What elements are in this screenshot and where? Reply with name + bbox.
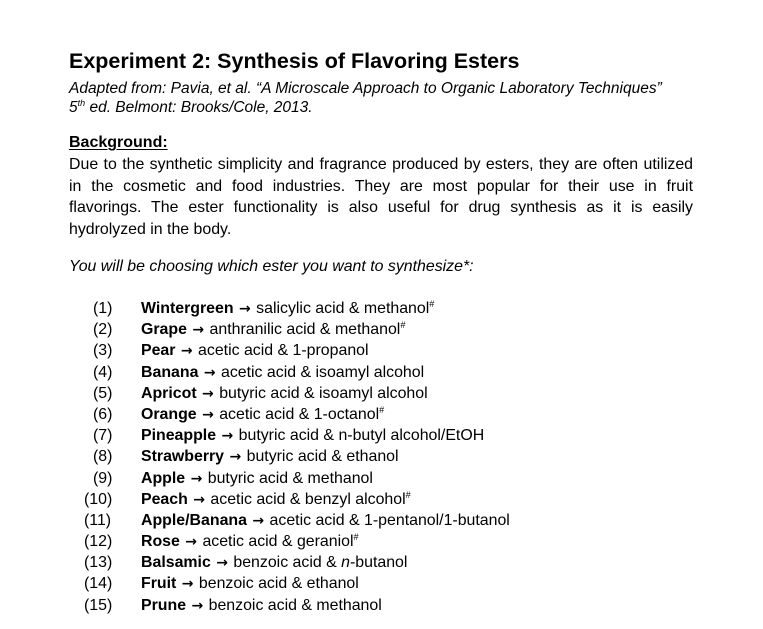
flavor-name: Wintergreen [141, 300, 234, 317]
footnote-mark: # [405, 489, 411, 500]
reagents: acetic acid & 1-pentanol/1-butanol [269, 511, 510, 529]
list-item-entry [141, 404, 384, 426]
footnote-mark: # [379, 404, 385, 415]
list-item-number: (9) [93, 469, 113, 487]
arrow-icon: → [216, 555, 228, 572]
reagent-italic-prefix: n [341, 554, 350, 572]
list-item-entry [141, 531, 359, 553]
reagents: butyric acid & n-butyl alcohol/EtOH [238, 427, 485, 445]
arrow-icon: → [202, 385, 214, 402]
list-item-entry [141, 298, 434, 320]
reagents: butyric acid & methanol [207, 469, 373, 487]
reagents: butyric acid & ethanol [246, 448, 399, 466]
list-item-entry [141, 489, 411, 511]
list-item-entry [141, 340, 369, 362]
flavor-name: Apple [141, 469, 186, 487]
background-paragraph: Due to the synthetic simplicity and fragrance produced by esters, they are often utilized in the cosmetic and food industries. They are most popular for their use in fruit flavorings. The ester functionality is also useful for drug synthesis as it is easily hydrolyzed in the body. [69, 156, 693, 238]
list-item-number: (12) [84, 533, 113, 551]
list-item-entry [141, 552, 407, 574]
reagents: acetic acid & 1-octanol [219, 405, 380, 423]
citation [69, 79, 662, 117]
list-item-entry [141, 573, 359, 595]
list-item-number: (13) [84, 554, 113, 572]
flavor-name: Pineapple [141, 427, 217, 445]
reagents: acetic acid & geraniol [202, 533, 354, 551]
ester-choice-instruction: You will be choosing which ester you want to synthesize*: [69, 258, 474, 275]
arrow-icon: → [192, 322, 205, 339]
flavor-name: Balsamic [141, 554, 211, 572]
list-item-number: (14) [84, 575, 113, 593]
list-item-entry [141, 446, 399, 468]
citation-line-1: Adapted from: Pavia, et al. “A Microscale Approach to Organic Laboratory Techniques” [69, 80, 662, 97]
citation-line-2 [69, 98, 662, 117]
list-item-number: (4) [93, 363, 113, 381]
edition-superscript: th [77, 98, 86, 108]
reagents: acetic acid & 1-propanol [198, 342, 369, 360]
arrow-icon: → [239, 301, 251, 317]
flavor-name: Rose [141, 533, 180, 551]
flavor-name: Pear [141, 342, 176, 360]
list-item-number: (5) [93, 384, 113, 402]
flavor-name: Strawberry [141, 448, 225, 466]
reagents: benzoic acid & ethanol [198, 575, 359, 593]
list-item-number: (7) [93, 427, 113, 445]
arrow-icon: → [193, 491, 205, 508]
flavor-name: Fruit [141, 575, 177, 593]
reagents: benzoic acid & methanol [208, 596, 382, 614]
list-item-number: (3) [93, 342, 113, 360]
list-item-number: (6) [93, 405, 113, 423]
arrow-icon: → [190, 470, 203, 487]
list-item-entry [141, 362, 424, 384]
flavor-name: Peach [141, 490, 188, 508]
list-item-number: (1) [93, 300, 113, 317]
list-item-entry [141, 383, 428, 405]
arrow-icon: → [229, 449, 242, 466]
arrow-icon: → [252, 512, 265, 529]
reagents: butyric acid & isoamyl alcohol [219, 384, 428, 402]
flavor-name: Grape [141, 321, 187, 339]
list-item-entry [141, 468, 373, 490]
flavor-name: Prune [141, 596, 187, 614]
list-item-number: (11) [84, 511, 112, 529]
list-item-entry [141, 425, 484, 447]
experiment-title: Experiment 2: Synthesis of Flavoring Esters [69, 49, 520, 73]
list-item-number: (2) [93, 321, 113, 339]
edition-number: 5 [69, 99, 78, 116]
list-item-entry [141, 595, 382, 617]
list-item-number: (8) [93, 448, 113, 466]
arrow-icon: → [180, 343, 193, 360]
citation-publisher: ed. Belmont: Brooks/Cole, 2013. [85, 99, 313, 116]
list-item-entry [141, 510, 510, 532]
flavor-name: Apricot [141, 384, 197, 402]
arrow-icon: → [181, 576, 194, 593]
list-item-number: (10) [84, 490, 113, 508]
arrow-icon: → [221, 428, 234, 445]
arrow-icon: → [191, 597, 204, 614]
reagents: acetic acid & benzyl alcohol [210, 490, 406, 508]
arrow-icon: → [203, 364, 216, 381]
footnote-mark: # [429, 299, 435, 309]
flavor-name: Apple/Banana [141, 511, 247, 529]
footnote-mark: # [353, 532, 359, 543]
reagents: salicylic acid & methanol [256, 300, 430, 317]
footnote-mark: # [400, 320, 406, 331]
reagents: benzoic acid & n-butanol [233, 554, 408, 572]
reagents: acetic acid & isoamyl alcohol [220, 363, 425, 381]
background-heading: Background: [69, 134, 168, 151]
reagents: anthranilic acid & methanol [209, 321, 401, 339]
arrow-icon: → [185, 534, 198, 551]
flavor-name: Banana [141, 363, 199, 381]
list-item-entry [141, 319, 405, 341]
arrow-icon: → [202, 406, 214, 423]
list-item-number: (15) [84, 596, 113, 614]
flavor-name: Orange [141, 405, 197, 423]
